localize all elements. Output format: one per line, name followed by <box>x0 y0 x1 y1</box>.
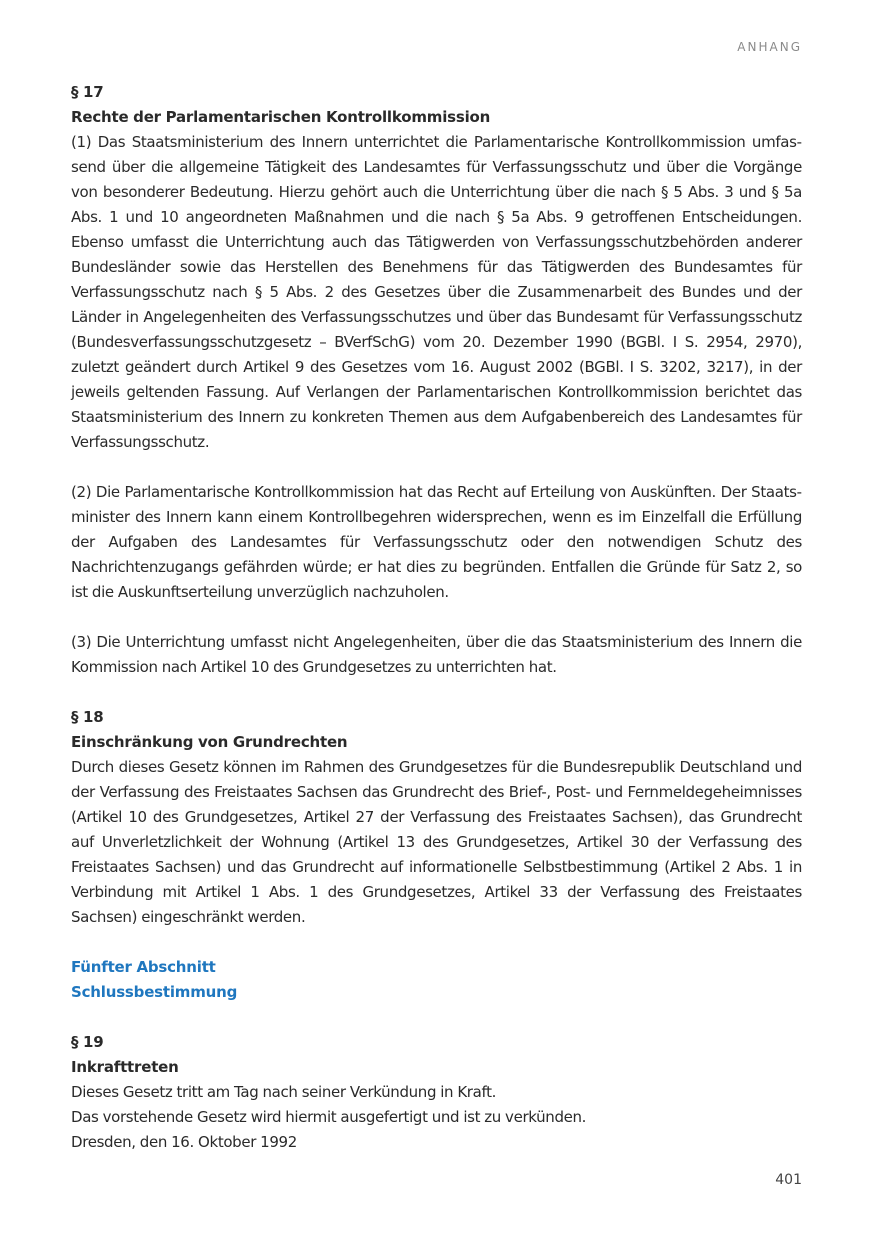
section-17-paragraph-3: (3) Die Unterrichtung umfasst nicht Angelegenheiten, über die das Staatsministerium des Innern die Kommission nach Artikel 10 des Grundgesetzes zu unterrichten hat. <box>71 633 802 676</box>
section-17-title: Rechte der Parlamentarischen Kontrollkommission <box>71 108 491 126</box>
section-18-title: Einschränkung von Grundrechten <box>71 733 348 751</box>
page-body <box>71 80 802 1155</box>
running-head: ANHANG <box>737 40 802 54</box>
section-18-paragraph-1: Durch dieses Gesetz können im Rahmen des Grundgesetzes für die Bundesrepublik Deutschland und der Verfassung des Freistaates Sachsen das Grundrecht des Brief-, Post- und Fernmeldegeheimnisses (Artikel 10 des Grundgesetzes, Artikel 27 der Verfassung des Freistaates Sachsen), das Grundrecht auf Unverletzlichkeit der Wohnung (Artikel 13 des Grundgesetzes, Artikel 30 der Verfassung des Freistaates Sachsen) und das Grundrecht auf informationelle Selbstbestimmung (Artikel 2 Abs. 1 in Verbindung mit Artikel 1 Abs. 1 des Grundgesetzes, Artikel 33 der Verfassung des Freistaates Sachsen) eingeschränkt werden. <box>71 758 802 926</box>
page-number: 401 <box>775 1172 802 1188</box>
chapter-label: Fünfter Abschnitt <box>71 958 216 976</box>
section-17-number: § 17 <box>71 83 104 101</box>
section-19-line-1: Dieses Gesetz tritt am Tag nach seiner Verkündung in Kraft. <box>71 1083 497 1101</box>
section-17-paragraph-2: (2) Die Parlamentarische Kontrollkommission hat das Recht auf Erteilung von Auskünften. Der Staatsminister des Innern kann einem Kontrollbegehren widersprechen, wenn es im Einzelfall die Erfüllung der Aufgaben des Landesamtes für Verfassungsschutz oder den notwendigen Schutz des Nachrichtenzugangs gefährden würde; er hat dies zu begründen. Entfallen die Gründe für Satz 2, so ist die Auskunftserteilung unverzüglich nachzuholen. <box>71 483 802 601</box>
section-19-line-2: Das vorstehende Gesetz wird hiermit ausgefertigt und ist zu verkünden. <box>71 1108 587 1126</box>
section-19-number: § 19 <box>71 1033 104 1051</box>
chapter-title: Schlussbestimmung <box>71 983 238 1001</box>
section-19-title: Inkrafttreten <box>71 1058 179 1076</box>
section-18-number: § 18 <box>71 708 104 726</box>
section-19-line-3: Dresden, den 16. Oktober 1992 <box>71 1133 297 1151</box>
section-17-paragraph-1: (1) Das Staatsministerium des Innern unterrichtet die Parlamentarische Kontrollkommission umfassend über die allgemeine Tätigkeit des Landesamtes für Verfassungsschutz und über die Vorgänge von besonderer Bedeutung. Hierzu gehört auch die Unterrichtung über die nach § 5 Abs. 3 und § 5a Abs. 1 und 10 angeordneten Maßnahmen und die nach § 5a Abs. 9 getroffenen Entscheidungen. Ebenso umfasst die Unterrichtung auch das Tätigwerden von Verfassungsschutzbehörden anderer Bundesländer sowie das Herstellen des Benehmens für das Tätigwerden des Bundesamtes für Verfassungsschutz nach § 5 Abs. 2 des Gesetzes über die Zusammenarbeit des Bundes und der Länder in Angelegenheiten des Verfassungsschutzes und über das Bundesamt für Verfassungsschutz (Bundesverfassungsschutzgesetz – BVerfSchG) vom 20. Dezember 1990 (BGBl. I S. 2954, 2970), zuletzt geändert durch Artikel 9 des Gesetzes vom 16. August 2002 (BGBl. I S. 3202, 3217), in der jeweils geltenden Fassung. Auf Verlangen der Parlamentarischen Kontrollkommission berichtet das Staatsministerium des Innern zu konkreten Themen aus dem Aufgabenbereich des Landesamtes für Verfassungsschutz. <box>71 133 802 451</box>
